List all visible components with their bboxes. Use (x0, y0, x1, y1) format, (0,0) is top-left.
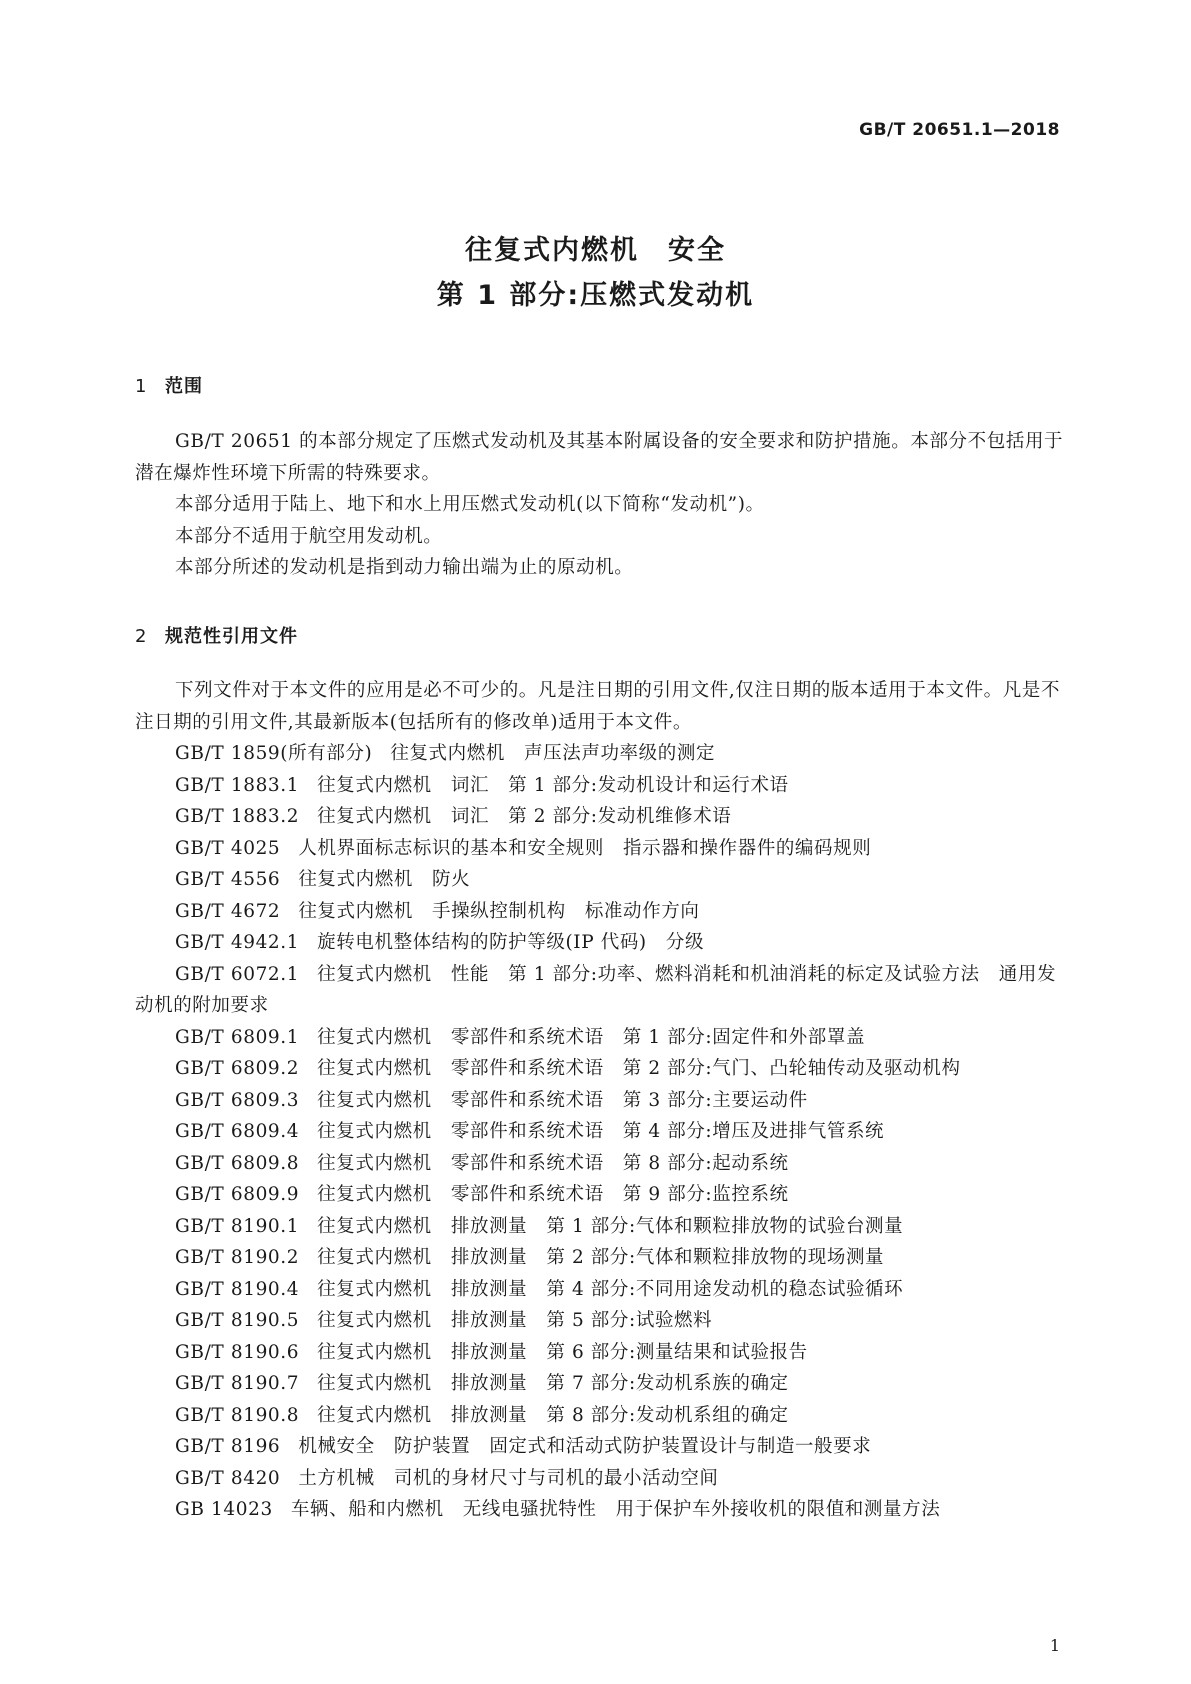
section-number: 2 (135, 626, 148, 647)
document-title-line2: 第 1 部分:压燃式发动机 (436, 280, 755, 311)
paragraph: GB/T 20651 的本部分规定了压燃式发动机及其基本附属设备的安全要求和防护措施。本部分不包括用于潜在爆炸性环境下所需的特殊要求。 (135, 431, 1064, 484)
standard-number: GB/T 20651.1—2018 (859, 120, 1060, 140)
reference-code: GB/T 6809.1 (175, 1026, 300, 1048)
reference-title: 机械安全 防护装置 固定式和活动式防护装置设计与制造一般要求 (298, 1436, 872, 1457)
reference-item (135, 1337, 1065, 1369)
section-title: 范围 (165, 376, 203, 397)
reference-item (135, 1085, 1065, 1117)
reference-code: GB/T 4556 (175, 869, 281, 890)
section-1-heading (135, 372, 203, 398)
reference-title: 土方机械 司机的身材尺寸与司机的最小活动空间 (298, 1467, 719, 1489)
paragraph: 本部分不适用于航空用发动机。 (175, 525, 443, 547)
reference-title: 往复式内燃机 排放测量 第 6 部分:测量结果和试验报告 (317, 1341, 808, 1363)
reference-title: 车辆、船和内燃机 无线电骚扰特性 用于保护车外接收机的限值和测量方法 (290, 1499, 941, 1520)
reference-code: GB/T 4942.1 (175, 932, 300, 953)
section-title: 规范性引用文件 (165, 626, 298, 647)
reference-item (135, 1494, 1065, 1526)
reference-item (135, 864, 1065, 896)
reference-item (135, 1148, 1065, 1180)
reference-title: 旋转电机整体结构的防护等级(IP 代码) 分级 (317, 932, 705, 953)
reference-item (135, 1053, 1065, 1085)
page-number: 1 (1049, 1636, 1060, 1655)
reference-title: 往复式内燃机 排放测量 第 8 部分:发动机系组的确定 (317, 1404, 789, 1426)
reference-title: 往复式内燃机 零部件和系统术语 第 9 部分:监控系统 (317, 1184, 789, 1205)
reference-item (135, 1305, 1065, 1337)
reference-item (135, 1274, 1065, 1306)
reference-code: GB/T 6072.1 (175, 963, 300, 985)
reference-title: 往复式内燃机 排放测量 第 2 部分:气体和颗粒排放物的现场测量 (317, 1247, 885, 1268)
reference-code: GB/T 6809.4 (175, 1121, 300, 1142)
reference-item (135, 1400, 1065, 1432)
reference-title: 往复式内燃机 零部件和系统术语 第 3 部分:主要运动件 (317, 1089, 808, 1111)
section-2-heading (135, 622, 298, 648)
section-2-intro (135, 675, 1065, 738)
reference-title: 往复式内燃机 排放测量 第 1 部分:气体和颗粒排放物的试验台测量 (317, 1215, 904, 1237)
reference-code: GB/T 8190.5 (175, 1310, 300, 1331)
reference-title: 往复式内燃机 排放测量 第 7 部分:发动机系族的确定 (317, 1373, 789, 1394)
reference-item (135, 1368, 1065, 1400)
reference-title: 往复式内燃机 词汇 第 2 部分:发动机维修术语 (317, 806, 732, 827)
reference-code: GB/T 8190.1 (175, 1215, 300, 1237)
reference-title: 往复式内燃机 手操纵控制机构 标准动作方向 (298, 900, 700, 922)
reference-item (135, 1179, 1065, 1211)
reference-item (135, 927, 1065, 959)
reference-title: 往复式内燃机 性能 第 1 部分:功率、燃料消耗和机油消耗的标定及试验方法 通用发动机的附加要求 (135, 963, 1057, 1016)
section-number: 1 (135, 376, 148, 397)
reference-code: GB/T 1883.2 (175, 806, 300, 827)
reference-item (135, 801, 1065, 833)
reference-code: GB/T 8420 (175, 1467, 281, 1489)
reference-title: 往复式内燃机 零部件和系统术语 第 1 部分:固定件和外部罩盖 (317, 1026, 866, 1048)
reference-code: GB/T 8190.7 (175, 1373, 300, 1394)
reference-code: GB/T 1883.1 (175, 774, 300, 796)
reference-title: 往复式内燃机 排放测量 第 5 部分:试验燃料 (317, 1310, 713, 1331)
reference-code: GB/T 6809.9 (175, 1184, 300, 1205)
reference-title: 人机界面标志标识的基本和安全规则 指示器和操作器件的编码规则 (298, 837, 872, 859)
section-1-body (135, 426, 1065, 584)
reference-item (135, 1463, 1065, 1495)
reference-title: 往复式内燃机 声压法声功率级的测定 (390, 743, 716, 764)
reference-code: GB/T 8190.2 (175, 1247, 300, 1268)
reference-item (135, 1242, 1065, 1274)
normative-references-list (135, 738, 1065, 1526)
reference-item (135, 833, 1065, 865)
document-title-line1: 往复式内燃机 安全 (465, 235, 726, 266)
reference-item (135, 738, 1065, 770)
reference-title: 往复式内燃机 零部件和系统术语 第 8 部分:起动系统 (317, 1152, 789, 1174)
paragraph: 本部分适用于陆上、地下和水上用压燃式发动机(以下简称“发动机”)。 (175, 494, 765, 515)
reference-code: GB/T 8190.4 (175, 1278, 300, 1300)
reference-code: GB/T 8190.6 (175, 1341, 300, 1363)
reference-title: 往复式内燃机 排放测量 第 4 部分:不同用途发动机的稳态试验循环 (317, 1278, 904, 1300)
reference-item (135, 770, 1065, 802)
paragraph: 下列文件对于本文件的应用是必不可少的。凡是注日期的引用文件,仅注日期的版本适用于本文件。凡是不注日期的引用文件,其最新版本(包括所有的修改单)适用于本文件。 (135, 680, 1061, 733)
reference-title: 往复式内燃机 零部件和系统术语 第 4 部分:增压及进排气管系统 (317, 1121, 885, 1142)
reference-code: GB/T 8190.8 (175, 1404, 300, 1426)
reference-item (135, 1211, 1065, 1243)
reference-title: 往复式内燃机 防火 (298, 869, 471, 890)
reference-code: GB/T 4672 (175, 900, 281, 922)
reference-code: GB/T 4025 (175, 837, 281, 859)
reference-code: GB/T 8196 (175, 1436, 281, 1457)
reference-title: 往复式内燃机 零部件和系统术语 第 2 部分:气门、凸轮轴传动及驱动机构 (317, 1058, 961, 1079)
reference-code: GB/T 6809.2 (175, 1058, 300, 1079)
reference-item (135, 959, 1065, 1022)
reference-title: 往复式内燃机 词汇 第 1 部分:发动机设计和运行术语 (317, 774, 789, 796)
reference-item (135, 1431, 1065, 1463)
reference-code: GB 14023 (175, 1499, 273, 1520)
paragraph: 本部分所述的发动机是指到动力输出端为止的原动机。 (175, 557, 634, 578)
reference-item (135, 1022, 1065, 1054)
reference-code: GB/T 6809.3 (175, 1089, 300, 1111)
reference-code: GB/T 1859(所有部分) (175, 743, 373, 764)
reference-item (135, 896, 1065, 928)
reference-code: GB/T 6809.8 (175, 1152, 300, 1174)
reference-item (135, 1116, 1065, 1148)
